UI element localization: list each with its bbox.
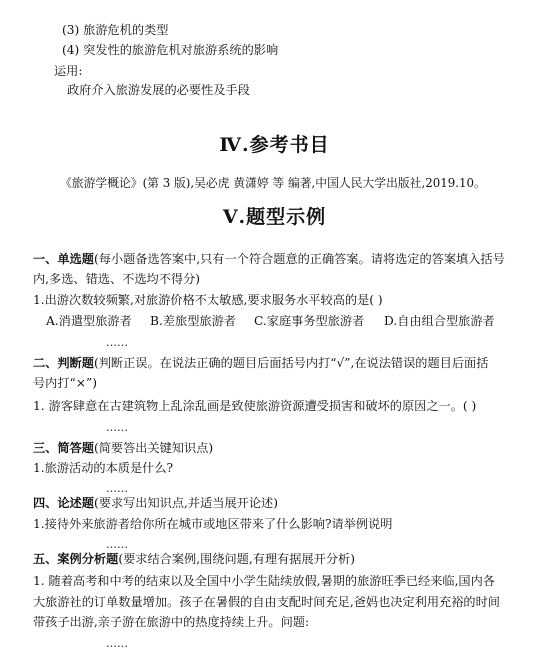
- essay-instruction: (要求写出知识点,并适当展开论述): [93, 496, 278, 510]
- apply-text: 政府介入旅游发展的必要性及手段: [67, 83, 250, 97]
- case-text-line-3: 带孩子出游,亲子游在旅游中的热度持续上升。问题:: [33, 615, 310, 629]
- true-false-header: [33, 355, 488, 371]
- reference-book: 《旅游学概论》(第 3 版),吴必虎 黄潇婷 等 编著,中国人民大学出版社,2019.10。: [60, 176, 486, 190]
- true-false-instruction-cont: 号内打“×”): [33, 376, 97, 390]
- option-b: B.差旅型旅游者: [150, 314, 236, 328]
- short-answer-instruction: (简要答出关键知识点): [93, 441, 214, 455]
- case-title: 五、案例分析题: [33, 552, 119, 566]
- true-false-title: 二、判断题: [33, 356, 94, 370]
- option-d: D.自由组合型旅游者: [384, 314, 495, 328]
- single-choice-title: 一、单选题: [33, 252, 94, 266]
- true-false-question: 1. 游客肆意在古建筑物上乱涂乱画是致使旅游资源遭受损害和破坏的原因之一。( ): [33, 399, 477, 413]
- case-text-line-1: 1. 随着高考和中考的结束以及全国中小学生陆续放假,暑期的旅游旺季已经来临,国内各: [33, 574, 495, 588]
- option-a: A.消遣型旅游者: [46, 314, 132, 328]
- case-text-line-2: 大旅游社的订单数量增加。孩子在暑假的自由支配时间充足,爸妈也决定利用充裕的时间: [33, 595, 500, 609]
- single-choice-question: 1.出游次数较频繁,对旅游价格不太敏感,要求服务水平较高的是( ): [33, 293, 383, 307]
- case-ellipsis: ……: [106, 637, 128, 650]
- short-answer-ellipsis: ……: [106, 482, 128, 495]
- case-header: [33, 551, 355, 567]
- true-false-ellipsis: ……: [106, 421, 128, 434]
- examples-heading: Ⅴ.题型示例: [222, 206, 327, 228]
- single-choice-ellipsis: ……: [106, 336, 128, 349]
- case-instruction: (要求结合案例,围绕问题,有理有据展开分析): [118, 552, 355, 566]
- single-choice-instruction: (每小题备选答案中,只有一个符合题意的正确答案。请将选定的答案填入括号: [93, 252, 505, 266]
- essay-ellipsis: ……: [106, 538, 128, 551]
- option-c: C.家庭事务型旅游者: [254, 314, 365, 328]
- outline-item-4: (4) 突发性的旅游危机对旅游系统的影响: [62, 43, 279, 57]
- true-false-instruction: (判断正误。在说法正确的题目后面括号内打“√”,在说法错误的题目后面括: [93, 356, 489, 370]
- single-choice-header: [33, 251, 505, 267]
- short-answer-title: 三、简答题: [33, 441, 94, 455]
- outline-item-3: (3) 旅游危机的类型: [62, 23, 169, 37]
- essay-title: 四、论述题: [33, 496, 94, 510]
- references-heading: Ⅳ.参考书目: [219, 134, 330, 156]
- essay-question: 1.接待外来旅游者给你所在城市或地区带来了什么影响?请举例说明: [33, 517, 393, 531]
- short-answer-question: 1.旅游活动的本质是什么?: [33, 461, 174, 475]
- apply-label: 运用:: [54, 64, 83, 78]
- short-answer-header: [33, 440, 213, 456]
- essay-header: [33, 495, 278, 511]
- single-choice-instruction-cont: 内,多选、错选、不选均不得分): [33, 272, 201, 286]
